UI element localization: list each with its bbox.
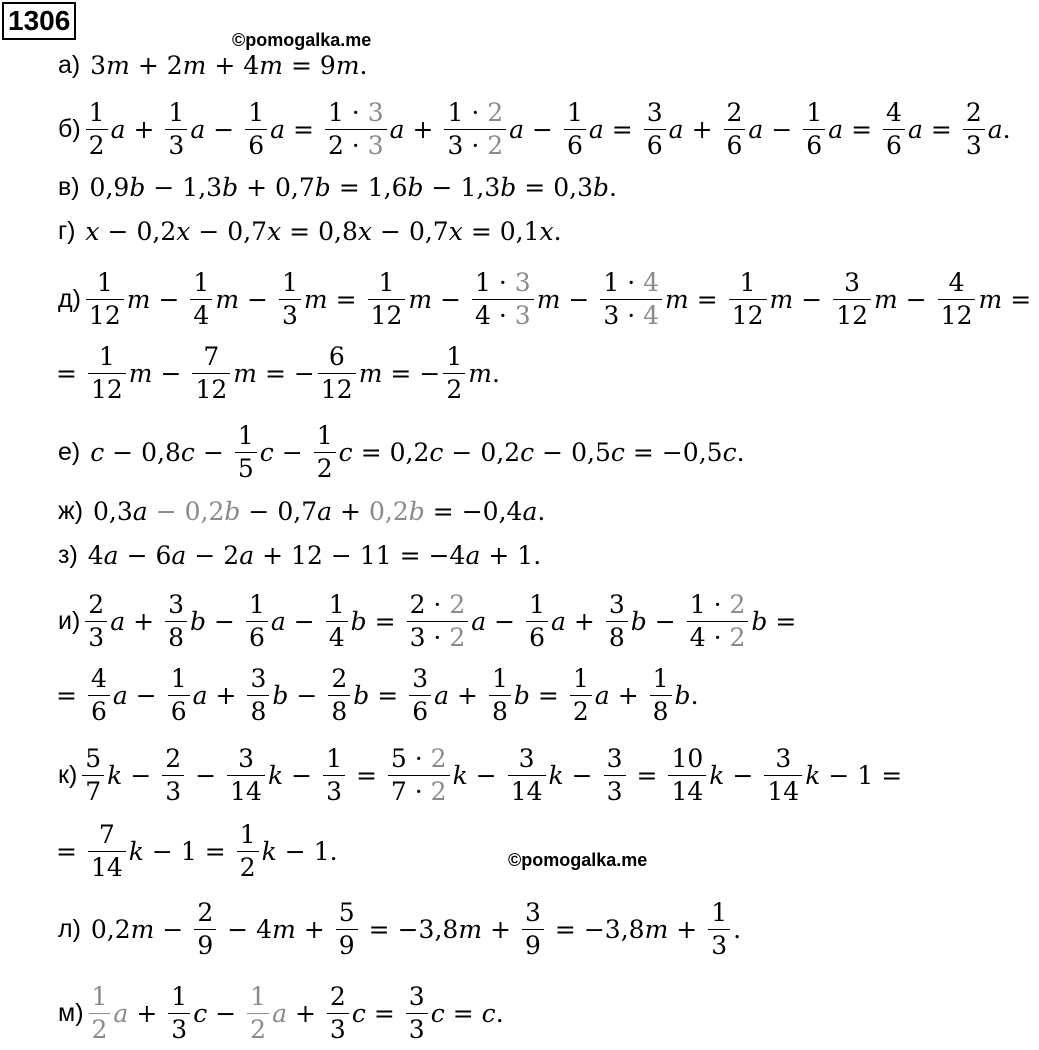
expression-z: 4a − 6a − 2a + 12 − 11 = −4a + 1. <box>79 540 542 570</box>
solution-line-l: л) 0,2 m − $\frac{2}{9}$ − 4 m + $\frac{5}{9}$ = −3,8 m + $\frac{3}{9}$ = −3,8 m + $\frac{1}{3}$ . <box>58 897 742 960</box>
item-label-i: и) <box>58 606 81 635</box>
expression-v: 0,9b − 1,3b + 0,7b = 1,6b − 1,3b = 0,3b. <box>81 172 617 202</box>
item-label-e: е) <box>58 437 81 466</box>
expression-g: x − 0,2x − 0,7x = 0,8x − 0,7x = 0,1x. <box>85 216 562 246</box>
item-label-d: д) <box>58 284 81 313</box>
solution-line-d-cont: = $\frac{1}{12}$ m − $\frac{7}{12}$ m = − $\frac{6}{12}$ m = − $\frac{1}{2}$ m . <box>56 341 500 404</box>
item-label-k: к) <box>58 760 78 789</box>
solution-line-i-cont: = $\frac{4}{6}$ a − $\frac{1}{6}$ a + $\frac{3}{8}$ b − $\frac{2}{8}$ b = $\frac{3}{6}$ a + $\frac{1}{8}$ b = $\frac{1}{2}$ a + $\frac{1}{8}$ b . <box>56 663 699 726</box>
expression-a: 3m + 2m + 4m = 9m. <box>82 50 368 80</box>
solution-line-k: к) $\frac{5}{7}$ k − $\frac{2}{3}$ − $\frac{3}{14}$ k − $\frac{1}{3}$ = $\frac{5 \cdot 2}{7 \cdot 2}$ k − $\frac{3}{14}$ k − $\frac{3}{3}$ = $\frac{10}{14}$ k − $\frac{3}{14}$ k − 1 = <box>58 743 903 806</box>
solution-line-g <box>58 194 562 268</box>
item-label-zh: ж) <box>58 496 84 525</box>
solution-line-b: б) $\frac{1}{2}$ a + $\frac{1}{3}$ a − $\frac{1}{6}$ a = $\frac{1 \cdot 3}{2 \cdot 3}$ a + $\frac{1 \cdot 2}{3 \cdot 2}$ a − $\frac{1}{6}$ a = $\frac{3}{6}$ a + $\frac{2}{6}$ a − $\frac{1}{6}$ a = $\frac{4}{6}$ a = $\frac{2}{3}$ a . <box>58 97 1011 160</box>
solution-line-m: м) $\frac{1}{2}$ a + $\frac{1}{3}$ c − $\frac{1}{2}$ a + $\frac{2}{3}$ c = $\frac{3}{3}$ c = c . <box>58 981 504 1044</box>
problem-number: 1306 <box>2 2 76 40</box>
watermark-top: ©pomogalka.me <box>232 30 372 50</box>
solution-line-k-cont: = $\frac{7}{14}$ k − 1 = $\frac{1}{2}$ k − 1. <box>56 819 338 882</box>
expression-zh: 0,3a − 0,2b − 0,7a + 0,2b = −0,4a. <box>85 496 546 526</box>
watermark-middle: ©pomogalka.me <box>508 850 648 870</box>
solution-line-i: и) $\frac{2}{3}$ a + $\frac{3}{8}$ b − $\frac{1}{6}$ a − $\frac{1}{4}$ b = $\frac{2 \cdot 2}{3 \cdot 2}$ a − $\frac{1}{6}$ a + $\frac{3}{8}$ b − $\frac{1 \cdot 2}{4 \cdot 2}$ b = <box>58 589 797 652</box>
item-label-a: а) <box>58 50 81 79</box>
item-label-z: з) <box>58 540 78 569</box>
solution-line-z <box>58 518 541 592</box>
item-label-g: г) <box>58 216 76 245</box>
solution-line-e: е) c − 0,8 c − $\frac{1}{5}$ c − $\frac{1}{2}$ c = 0,2 c − 0,2 c − 0,5 c = −0,5 c . <box>58 420 745 483</box>
solution-line-d: д) $\frac{1}{12}$ m − $\frac{1}{4}$ m − $\frac{1}{3}$ m = $\frac{1}{12}$ m − $\frac{1 \cdot 3}{4 \cdot 3}$ m − $\frac{1 \cdot 4}{3 \cdot 4}$ m = $\frac{1}{12}$ m − $\frac{3}{12}$ m − $\frac{4}{12}$ m = <box>58 267 1032 330</box>
item-label-v: в) <box>58 172 80 201</box>
item-label-l: л) <box>58 914 81 943</box>
solution-line-a <box>58 28 368 102</box>
item-label-m: м) <box>58 998 84 1027</box>
item-label-b: б) <box>58 114 81 143</box>
